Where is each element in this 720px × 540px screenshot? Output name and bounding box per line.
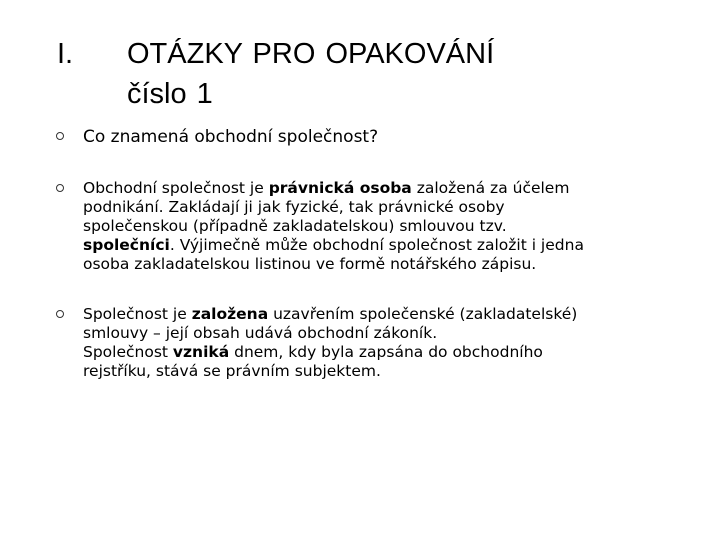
text-run: založená za účelem bbox=[411, 179, 570, 197]
text-run: Obchodní společnost je bbox=[83, 179, 269, 197]
definition-paragraph bbox=[56, 179, 696, 274]
text-run: dnem, kdy byla zapsána do obchodního bbox=[229, 343, 543, 361]
text-line bbox=[83, 343, 696, 362]
text-line: společenskou (případně zakladatelskou) smlouvou tzv. bbox=[83, 217, 507, 235]
bullet-circle-icon bbox=[56, 132, 64, 140]
title-line-1: OTÁZKY PRO OPAKOVÁNÍ bbox=[127, 38, 495, 70]
bold-term: společníci bbox=[83, 236, 170, 254]
title-line-2: číslo 1 bbox=[127, 78, 213, 110]
founding-text bbox=[83, 305, 696, 381]
text-line: rejstříku, stává se právním subjektem. bbox=[83, 362, 381, 380]
text-line: smlouvy – její obsah udává obchodní zákoník. bbox=[83, 324, 438, 342]
text-line bbox=[83, 305, 696, 324]
text-run: Společnost bbox=[83, 343, 173, 361]
question-text: Co znamená obchodní společnost? bbox=[83, 127, 379, 147]
question-item bbox=[56, 126, 378, 148]
text-line bbox=[83, 179, 696, 198]
text-line: podnikání. Zakládají ji jak fyzické, tak právnické osoby bbox=[83, 198, 505, 216]
slide-number: I. bbox=[57, 38, 74, 70]
bold-term: právnická osoba bbox=[268, 179, 412, 197]
bullet-circle-icon bbox=[56, 184, 64, 192]
slide-title bbox=[127, 34, 494, 114]
bullet-circle-icon bbox=[56, 310, 64, 318]
text-line bbox=[83, 236, 696, 255]
founding-paragraph bbox=[56, 305, 696, 381]
text-line: osoba zakladatelskou listinou ve formě notářského zápisu. bbox=[83, 255, 537, 273]
bold-term: založena bbox=[191, 305, 269, 323]
bold-term: vzniká bbox=[172, 343, 230, 361]
text-run: uzavřením společenské (zakladatelské) bbox=[268, 305, 578, 323]
text-run: Společnost je bbox=[83, 305, 192, 323]
definition-text bbox=[83, 179, 696, 274]
text-run: . Výjimečně může obchodní společnost založit i jedna bbox=[169, 236, 584, 254]
